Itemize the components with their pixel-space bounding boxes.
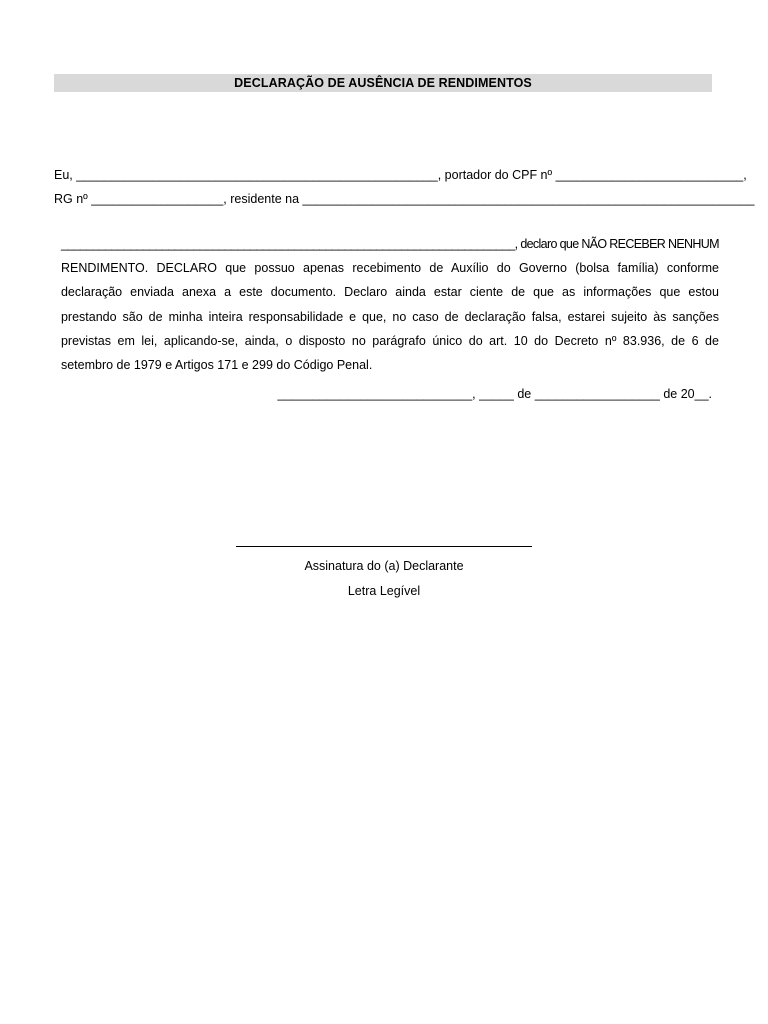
body-line-8 [54, 335, 712, 375]
document-title: DECLARAÇÃO DE AUSÊNCIA DE RENDIMENTOS [54, 74, 712, 92]
declaration-text-5: declaração enviada anexa a este documento. Declaro ainda estar ciente de que as informações que estou [60, 285, 719, 299]
rg-residence-text: RG nº ___________________, residente na [54, 192, 303, 206]
body-line-2 [54, 189, 755, 209]
address-blank: _________________________________________________________________ [302, 192, 755, 206]
declaration-text-6: prestando são de minha inteira responsabilidade e que, no caso de declaração falsa, estarei sujeito às sanções [60, 310, 719, 324]
body-line-1 [54, 165, 747, 185]
signature-note: Letra Legível [347, 584, 421, 598]
declaration-text-7: previstas em lei, aplicando-se, ainda, o disposto no parágrafo único do art. 10 do Decreto nº 83.936, de 6 de [60, 334, 719, 348]
date-line: ____________________________, _____ de __________________ de 20__. [277, 387, 712, 401]
name-cpf-text: Eu, ____________________________________________________, portador do CPF nº [54, 168, 556, 182]
declaration-text-3: ________________________________________________________________________, declaro que NÃO RECEBER NENHUM [60, 237, 719, 251]
cpf-blank: ___________________________, [555, 168, 747, 182]
declaration-text-4: RENDIMENTO. DECLARO que possuo apenas recebimento de Auxílio do Governo (bolsa família) conforme [60, 261, 719, 275]
declaration-text-8: setembro de 1979 e Artigos 171 e 299 do Código Penal. [60, 358, 373, 372]
signature-label: Assinatura do (a) Declarante [304, 559, 464, 573]
signature-line [236, 546, 532, 547]
